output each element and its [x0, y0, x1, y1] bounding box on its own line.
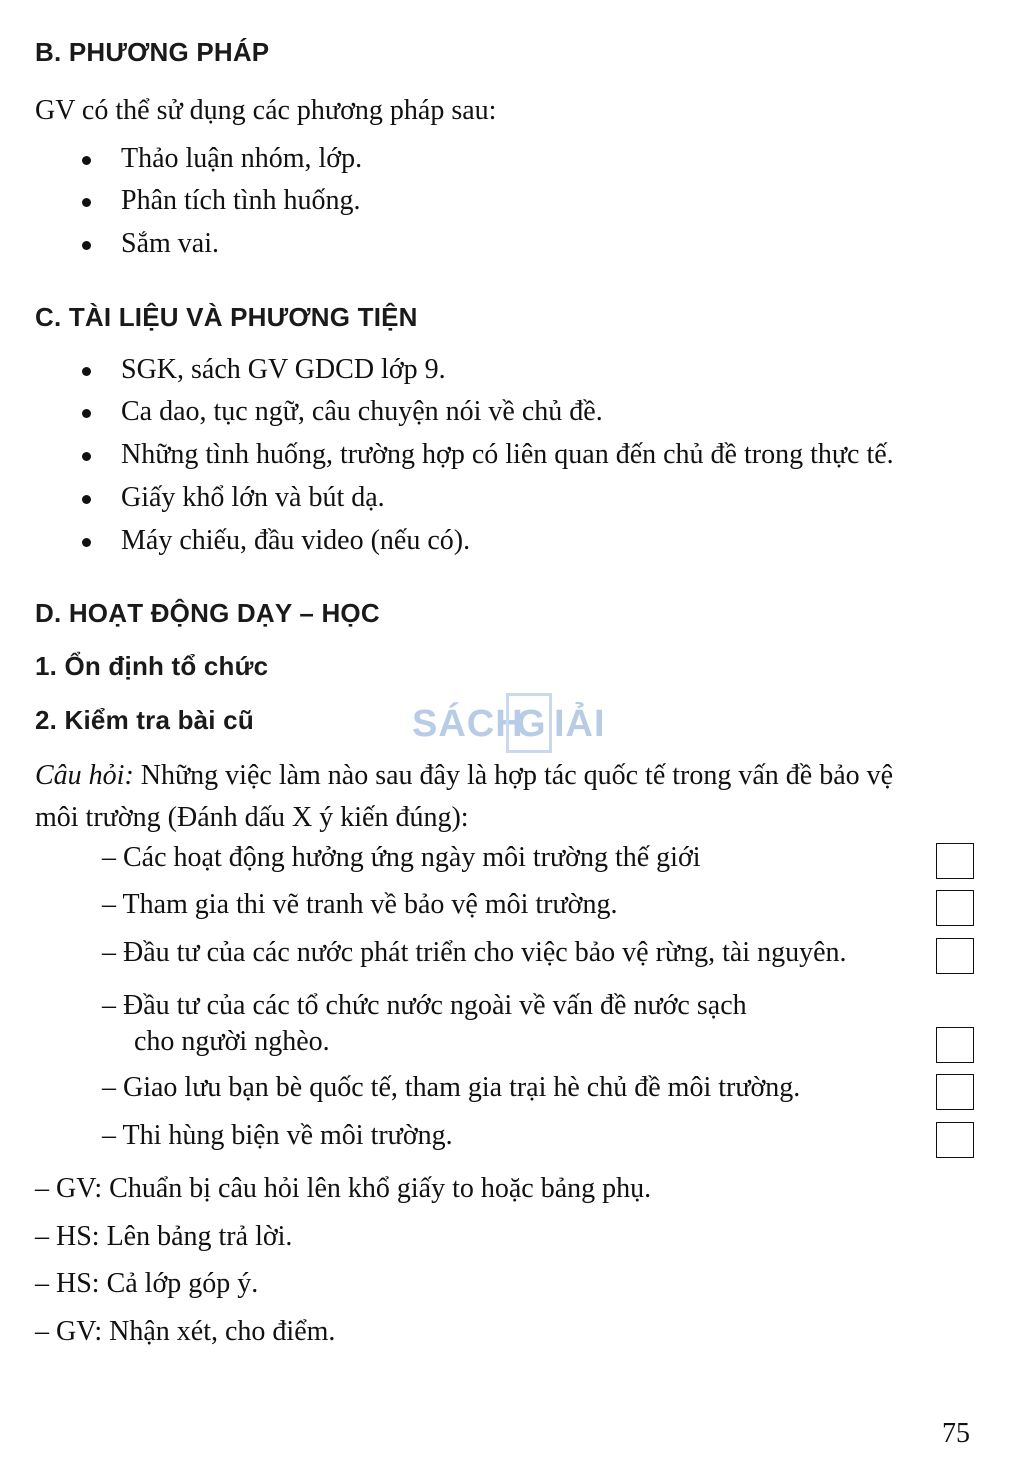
list-item-text: Máy chiếu, đầu video (nếu có).: [121, 525, 471, 556]
question-line-2: môi trường (Đánh dấu X ý kiến đúng):: [35, 802, 469, 833]
answer-checkbox[interactable]: [936, 1027, 974, 1063]
list-item: [0, 230, 1024, 262]
answer-checkbox[interactable]: [936, 890, 974, 926]
bullet-icon: [82, 538, 91, 547]
answer-checkbox[interactable]: [936, 1074, 974, 1110]
bullet-icon: [82, 409, 91, 418]
section-b-intro: GV có thể sử dụng các phương pháp sau:: [35, 95, 497, 126]
bullet-icon: [82, 367, 91, 376]
watermark-logo: [412, 693, 622, 765]
list-item-text: Sắm vai.: [121, 228, 219, 259]
list-item-text: Giấy khổ lớn và bút dạ.: [121, 482, 385, 513]
list-item: [0, 356, 1024, 388]
list-item: [0, 441, 1024, 473]
answer-checkbox[interactable]: [936, 938, 974, 974]
subsection-1-heading: 1. Ổn định tổ chức: [35, 651, 269, 681]
list-item: [0, 187, 1024, 219]
list-item-text: Phân tích tình huống.: [121, 185, 361, 216]
page-number: 75: [942, 1418, 970, 1449]
step-line: – GV: Nhận xét, cho điểm.: [35, 1316, 336, 1347]
section-b-heading: B. PHƯƠNG PHÁP: [35, 37, 270, 67]
section-d-heading: D. HOẠT ĐỘNG DẠY – HỌC: [35, 598, 380, 628]
subsection-2-heading: 2. Kiểm tra bài cũ: [35, 705, 254, 735]
answer-option-text: – Đầu tư của các tổ chức nước ngoài về vấn đề nước sạch: [102, 990, 747, 1021]
bullet-icon: [82, 241, 91, 250]
bullet-icon: [82, 452, 91, 461]
section-c-heading: C. TÀI LIỆU VÀ PHƯƠNG TIỆN: [35, 302, 418, 332]
answer-option-text-continued: cho người nghèo.: [134, 1026, 330, 1057]
question-text: Những việc làm nào sau đây là hợp tác quốc tế trong vấn đề bảo vệ: [133, 760, 894, 791]
bullet-icon: [82, 495, 91, 504]
answer-option-text: – Đầu tư của các nước phát triển cho việc bảo vệ rừng, tài nguyên.: [102, 937, 847, 968]
bullet-icon: [82, 198, 91, 207]
answer-checkbox[interactable]: [936, 1122, 974, 1158]
question-line-1: [35, 762, 893, 790]
answer-option-text: – Các hoạt động hưởng ứng ngày môi trường thế giới: [102, 842, 701, 873]
list-item: [0, 398, 1024, 430]
list-item-text: Ca dao, tục ngữ, câu chuyện nói về chủ đề.: [121, 396, 603, 427]
watermark-text-left: SÁCH: [412, 703, 524, 745]
answer-checkbox[interactable]: [936, 843, 974, 879]
watermark-text-right: IẢI: [554, 703, 606, 745]
answer-option-text: – Tham gia thi vẽ tranh về bảo vệ môi trường.: [102, 889, 618, 920]
step-line: – GV: Chuẩn bị câu hỏi lên khổ giấy to hoặc bảng phụ.: [35, 1173, 652, 1204]
list-item: [0, 484, 1024, 516]
list-item-text: SGK, sách GV GDCD lớp 9.: [121, 354, 446, 385]
list-item: [0, 527, 1024, 559]
list-item: [0, 145, 1024, 177]
bullet-icon: [82, 156, 91, 165]
answer-option-text: – Giao lưu bạn bè quốc tế, tham gia trại hè chủ đề môi trường.: [102, 1072, 801, 1103]
list-item-text: Những tình huống, trường hợp có liên quan đến chủ đề trong thực tế.: [121, 439, 894, 470]
step-line: – HS: Cả lớp góp ý.: [35, 1268, 259, 1299]
answer-option-text: – Thi hùng biện về môi trường.: [102, 1120, 453, 1151]
question-label: Câu hỏi:: [35, 760, 134, 791]
step-line: – HS: Lên bảng trả lời.: [35, 1221, 293, 1252]
list-item-text: Thảo luận nhóm, lớp.: [121, 143, 363, 174]
watermark-letter: G: [516, 703, 546, 745]
